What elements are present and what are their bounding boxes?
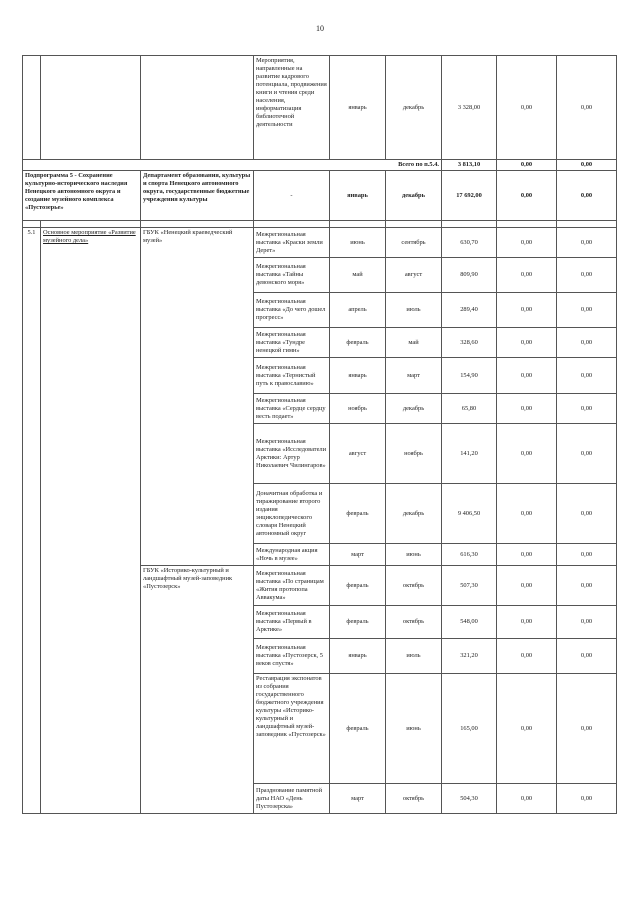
start-cell: февраль — [330, 484, 386, 544]
end-cell: декабрь — [386, 56, 442, 160]
table-row — [23, 56, 617, 160]
sum-cell: 507,30 — [442, 566, 497, 606]
start-cell: ноябрь — [330, 394, 386, 424]
budget-table — [22, 55, 617, 814]
value-cell: 0,00 — [497, 56, 557, 160]
value-cell: 0,00 — [557, 566, 617, 606]
value-cell: 0,00 — [557, 484, 617, 544]
end-cell: июль — [386, 293, 442, 328]
start-cell: август — [330, 424, 386, 484]
event-cell: Реставрация экспонатов из собрания государственного бюджетного учреждения культуры «Историко-культурный и ландшафтный музей-заповедник «Пустозерск» — [254, 674, 330, 784]
value-cell: 0,00 — [497, 544, 557, 566]
sum-cell: 65,80 — [442, 394, 497, 424]
event-cell: Межрегиональная выставка «Первый в Арктике» — [254, 606, 330, 639]
total-label: Всего по п.5.4. — [23, 160, 442, 171]
num-cell — [23, 56, 41, 160]
value-cell: 0,00 — [497, 606, 557, 639]
sum-cell: 616,30 — [442, 544, 497, 566]
total-value: 0,00 — [557, 160, 617, 171]
value-cell: 0,00 — [497, 328, 557, 358]
value-cell: 0,00 — [557, 784, 617, 814]
start-cell: февраль — [330, 606, 386, 639]
end-cell: ноябрь — [386, 424, 442, 484]
event-cell: Межрегиональная выставка «Исследователи Арктики: Артур Николаевич Чилингаров» — [254, 424, 330, 484]
start-cell: январь — [330, 56, 386, 160]
page-number: 10 — [316, 24, 324, 33]
sum-cell: 165,00 — [442, 674, 497, 784]
start-cell: май — [330, 258, 386, 293]
sum-cell: 9 406,50 — [442, 484, 497, 544]
event-cell: Межрегиональная выставка «Тундре ненецкой гимн» — [254, 328, 330, 358]
value-cell: 0,00 — [557, 639, 617, 674]
spacer-row — [23, 221, 617, 228]
value-cell: 0,00 — [497, 394, 557, 424]
total-row — [23, 160, 617, 171]
executor-museum: ГБУК «Ненецкий краеведческий музей» — [141, 228, 254, 566]
end-cell: март — [386, 358, 442, 394]
event-cell: Межрегиональная выставка «Тернистый путь к православию» — [254, 358, 330, 394]
sum-cell: 630,70 — [442, 228, 497, 258]
subprogram-value: 0,00 — [497, 171, 557, 221]
end-cell: октябрь — [386, 606, 442, 639]
name-cell — [41, 56, 141, 160]
value-cell: 0,00 — [497, 258, 557, 293]
total-value: 0,00 — [497, 160, 557, 171]
end-cell: май — [386, 328, 442, 358]
executor-pustozersk: ГБУК «Историко-культурный и ландшафтный музей-заповедник «Пустозерск» — [141, 566, 254, 814]
subprogram-name: Подпрограмма 5 - Сохранение культурно-исторического наследия Ненецкого автономного округа и создание музейного комплекса «Пустозерье» — [23, 171, 141, 221]
sum-cell: 809,90 — [442, 258, 497, 293]
event-cell: Межрегиональная выставка «До чего дошел прогресс» — [254, 293, 330, 328]
end-cell: июль — [386, 639, 442, 674]
subprogram-sum: 17 692,00 — [442, 171, 497, 221]
main-activity-name: Основное мероприятие «Развитие музейного дела» — [41, 228, 141, 814]
end-cell: декабрь — [386, 394, 442, 424]
value-cell: 0,00 — [497, 358, 557, 394]
value-cell: 0,00 — [497, 674, 557, 784]
start-cell: январь — [330, 358, 386, 394]
event-cell: Межрегиональная выставка «Пустозерск, 5 веков спустя» — [254, 639, 330, 674]
subprogram-start: январь — [330, 171, 386, 221]
value-cell: 0,00 — [557, 674, 617, 784]
sum-cell: 289,40 — [442, 293, 497, 328]
subprogram-end: декабрь — [386, 171, 442, 221]
end-cell: декабрь — [386, 484, 442, 544]
value-cell: 0,00 — [497, 639, 557, 674]
event-cell: Международная акция «Ночь в музее» — [254, 544, 330, 566]
subprogram-value: 0,00 — [557, 171, 617, 221]
value-cell: 0,00 — [497, 484, 557, 544]
end-cell: октябрь — [386, 784, 442, 814]
sum-cell: 154,90 — [442, 358, 497, 394]
end-cell: июнь — [386, 674, 442, 784]
item-number: 5.1 — [23, 228, 41, 814]
value-cell: 0,00 — [497, 293, 557, 328]
table-row — [23, 228, 617, 258]
start-cell: февраль — [330, 674, 386, 784]
sum-cell: 3 328,00 — [442, 56, 497, 160]
start-cell: февраль — [330, 328, 386, 358]
value-cell: 0,00 — [557, 358, 617, 394]
end-cell: июнь — [386, 544, 442, 566]
value-cell: 0,00 — [557, 228, 617, 258]
event-cell: Празднование памятной даты НАО «День Пустозерска» — [254, 784, 330, 814]
executor-cell — [141, 56, 254, 160]
value-cell: 0,00 — [557, 394, 617, 424]
start-cell: март — [330, 784, 386, 814]
total-sum: 3 813,10 — [442, 160, 497, 171]
subprogram-row — [23, 171, 617, 221]
event-cell: Мероприятия, направленные на развитие кадрового потенциала, продвижения книги и чтения среди населения, информатизация библиотечной деятельности — [254, 56, 330, 160]
subprogram-executor: Департамент образования, культуры и спорта Ненецкого автономного округа, государственные бюджетные учреждения культуры — [141, 171, 254, 221]
value-cell: 0,00 — [557, 328, 617, 358]
value-cell: 0,00 — [557, 544, 617, 566]
end-cell: август — [386, 258, 442, 293]
event-cell: Межрегиональная выставка «Краски земли Дерет» — [254, 228, 330, 258]
event-cell: Межрегиональная выставка «Сердце сердцу весть подает» — [254, 394, 330, 424]
end-cell: сентябрь — [386, 228, 442, 258]
value-cell: 0,00 — [557, 606, 617, 639]
start-cell: январь — [330, 639, 386, 674]
value-cell: 0,00 — [497, 566, 557, 606]
value-cell: 0,00 — [497, 424, 557, 484]
start-cell: апрель — [330, 293, 386, 328]
value-cell: 0,00 — [557, 424, 617, 484]
start-cell: март — [330, 544, 386, 566]
event-cell: Доначитная обработка и тиражирование второго издания энциклопедического словаря Ненецкий автономный округ — [254, 484, 330, 544]
sum-cell: 504,30 — [442, 784, 497, 814]
value-cell: 0,00 — [497, 228, 557, 258]
value-cell: 0,00 — [557, 293, 617, 328]
end-cell: октябрь — [386, 566, 442, 606]
subprogram-event: - — [254, 171, 330, 221]
sum-cell: 548,00 — [442, 606, 497, 639]
value-cell: 0,00 — [497, 784, 557, 814]
sum-cell: 328,60 — [442, 328, 497, 358]
start-cell: февраль — [330, 566, 386, 606]
value-cell: 0,00 — [557, 56, 617, 160]
sum-cell: 321,20 — [442, 639, 497, 674]
start-cell: июнь — [330, 228, 386, 258]
event-cell: Межрегиональная выставка «Тайны девонского моря» — [254, 258, 330, 293]
event-cell: Межрегиональная выставка «По страницам «Жития протопопа Аввакума» — [254, 566, 330, 606]
sum-cell: 141,20 — [442, 424, 497, 484]
value-cell: 0,00 — [557, 258, 617, 293]
